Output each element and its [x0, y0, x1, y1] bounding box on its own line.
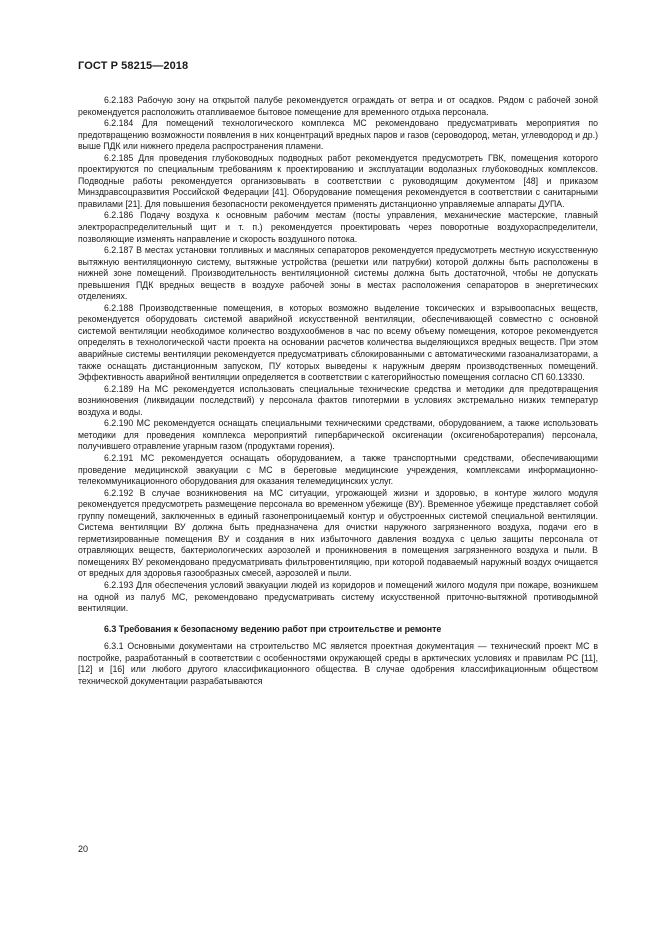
paragraph-6-2-191: 6.2.191 МС рекомендуется оснащать оборудованием, а также транспортными средствами, обеспечивающими проведение медицинской эвакуации с МС в береговые медицинские учреждения, комплексами информационно-телекоммуникационного оборудования для оказания телемедицинских услуг. — [78, 452, 598, 487]
paragraph-6-2-185: 6.2.185 Для проведения глубоководных подводных работ рекомендуется предусмотреть ГВК, помещения которого проектируются по специальным требованиям к проектированию и эксплуатации водолазных глубоководных комплексов. Подводные работы рекомендуется организовывать в соответствии с руководящим документом [48] и приказом Минздравсоцразвития Российской Федерации [41]. Оборудование помещения рекомендуется в соответствии с санитарными правилами [21]. Для повышения безопасности рекомендуется применять дистанционно управляемые аппараты ДУПА. — [78, 152, 598, 209]
paragraph-6-3-1: 6.3.1 Основными документами на строительство МС является проектная документация — технический проект МС в постройке, разработанный в соответствии с особенностями окружающей среды в арктических условиях и правилам РС [11], [12] и [16] или любого другого классификационного общества. В случае одобрения классификационным обществом технической документации разрабатываются — [78, 641, 598, 686]
paragraph-6-2-192: 6.2.192 В случае возникновения на МС ситуации, угрожающей жизни и здоровью, в контуре жилого модуля рекомендуется предусмотреть размещение персонала во временном убежище (ВУ). Временное убежище представляет собой группу помещений, заключенных в единый газонепроницаемый контур и обустроенных системой специальной вентиляции. Система вентиляции ВУ должна быть предназначена для очистки наружного загрязненного воздуха, подачи его в герметизированные помещения ВУ и создания в них избыточного давления воздуха с целью защиты персонала от отравляющих веществ, бактериологических аэрозолей и проникновения в помещения загрязненного воздуха и пыли. В помещениях ВУ рекомендовано предусматривать фильтровентиляцию, при которой подаваемый наружный воздух очищается от вредных для здоровья газообразных смесей, аэрозолей и пыли. — [78, 487, 598, 579]
paragraph-6-2-186: 6.2.186 Подачу воздуха к основным рабочим местам (посты управления, механические мастерские, главный электрораспределительный щит и т. п.) рекомендуется проектировать через поворотные воздухораспределители, позволяющие изменять направление и скорость воздушного потока. — [78, 210, 598, 244]
paragraph-6-2-190: 6.2.190 МС рекомендуется оснащать специальными техническими средствами, оборудованием, а также использовать методики для проведения комплекса мероприятий гипербарической оксигенации (оксигенобаротерапия) персонала, получившего отравление угарным газом (продуктами горения). — [78, 418, 598, 452]
paragraph-6-2-184: 6.2.184 Для помещений технологического комплекса МС рекомендовано предусматривать мероприятия по предотвращению возможности появления в них концентраций вредных паров и газов (сероводород, метан, углеводород и др.) выше ПДК или нижнего предела распространения пламени. — [78, 118, 598, 152]
paragraph-6-2-188: 6.2.188 Производственные помещения, в которых возможно выделение токсических и взрывоопасных веществ, рекомендуется оборудовать системой аварийной искусственной вентиляции, обеспечивающей совместно с основной системой вентиляции необходимое количество воздухообменов в час по всему объему помещения, которое рекомендуется определять в технологической части проекта на основании расчетов количества выделяющихся вредных веществ. При этом аварийные системы вентиляции рекомендуется предусматривать сблокированными с автоматическими газоанализаторами, а также оснащать дистанционным запуском, ПУ которых выведены к наружным дверям производственных помещений. Эффективность аварийной вентиляции определяется в соответствии с категорийностью помещения согласно СП 60.13330. — [78, 302, 598, 383]
page-number: 20 — [78, 844, 89, 854]
paragraph-6-2-183: 6.2.183 Рабочую зону на открытой палубе рекомендуется ограждать от ветра и от осадков. Рядом с рабочей зоной рекомендуется расположить отапливаемое бытовое помещение для временного отдыха персонала. — [78, 95, 598, 117]
paragraph-6-2-189: 6.2.189 На МС рекомендуется использовать специальные технические средства и методики для предотвращения возникновения (ликвидации последствий) у персонала фактов гипотермии в условиях экстремально низких температур воздуха и воды. — [78, 383, 598, 417]
standard-header: ГОСТ Р 58215—2018 — [78, 60, 189, 72]
section-heading-6-3: 6.3 Требования к безопасному ведению работ при строительстве и ремонте — [104, 623, 442, 634]
paragraph-6-2-193: 6.2.193 Для обеспечения условий эвакуации людей из коридоров и помещений жилого модуля при пожаре, возникшем на одной из палуб МС, рекомендовано предусматривать систему искусственной приточно-вытяжной противодымной вентиляции. — [78, 579, 598, 614]
paragraph-6-2-187: 6.2.187 В местах установки топливных и масляных сепараторов рекомендуется предусмотреть местную искусственную вытяжную вентиляционную систему, вытяжные устройства (решетки или патрубки) которой должны быть расположены в нижней зоне помещений. Производительность вентиляционной системы должна быть достаточной, чтобы не допускать превышения ПДК вредных веществ в воздухе рабочей зоны в местах расположения сепараторов в энергетических отделениях. — [78, 245, 598, 302]
page-content — [78, 95, 598, 687]
